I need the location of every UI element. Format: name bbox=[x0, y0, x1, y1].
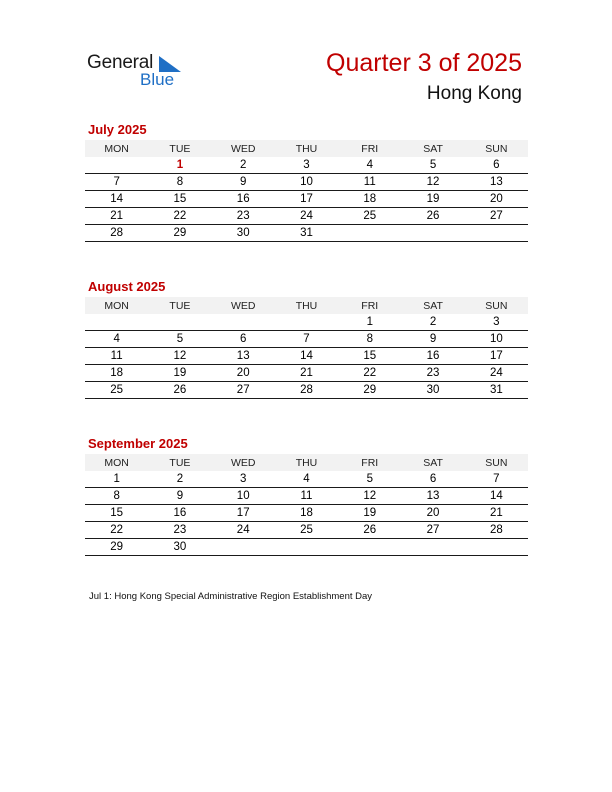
day-cell: 19 bbox=[338, 505, 401, 522]
page-subtitle: Hong Kong bbox=[426, 83, 522, 104]
week-row bbox=[85, 314, 528, 331]
day-cell: 8 bbox=[85, 488, 148, 505]
day-cell: 27 bbox=[401, 522, 464, 539]
day-cell: 22 bbox=[85, 522, 148, 539]
day-cell: 17 bbox=[275, 191, 338, 208]
day-cell: 15 bbox=[148, 191, 211, 208]
day-cell: 10 bbox=[212, 488, 275, 505]
weekday-label: TUE bbox=[148, 297, 211, 314]
day-cell: 18 bbox=[275, 505, 338, 522]
day-cell: 23 bbox=[401, 365, 464, 382]
empty-day-cell bbox=[338, 539, 401, 556]
day-cell: 13 bbox=[401, 488, 464, 505]
day-cell: 26 bbox=[401, 208, 464, 225]
day-cell: 21 bbox=[275, 365, 338, 382]
empty-day-cell bbox=[465, 225, 528, 242]
day-cell: 16 bbox=[148, 505, 211, 522]
day-cell: 31 bbox=[465, 382, 528, 399]
day-cell: 26 bbox=[148, 382, 211, 399]
day-cell: 17 bbox=[212, 505, 275, 522]
week-row bbox=[85, 488, 528, 505]
weekday-header bbox=[85, 140, 528, 157]
day-cell: 12 bbox=[338, 488, 401, 505]
month-block-september bbox=[85, 436, 528, 556]
weekday-label: MON bbox=[85, 140, 148, 157]
weekday-label: MON bbox=[85, 454, 148, 471]
empty-day-cell bbox=[148, 314, 211, 331]
calendar-table bbox=[85, 454, 528, 556]
weekday-label: FRI bbox=[338, 140, 401, 157]
weekday-label: SUN bbox=[465, 454, 528, 471]
day-cell: 3 bbox=[212, 471, 275, 488]
day-cell: 30 bbox=[212, 225, 275, 242]
empty-day-cell bbox=[401, 539, 464, 556]
weekday-label: THU bbox=[275, 297, 338, 314]
day-cell: 25 bbox=[338, 208, 401, 225]
day-cell: 3 bbox=[465, 314, 528, 331]
day-cell: 15 bbox=[338, 348, 401, 365]
day-cell: 17 bbox=[465, 348, 528, 365]
day-cell: 22 bbox=[338, 365, 401, 382]
weekday-label: TUE bbox=[148, 140, 211, 157]
day-cell: 14 bbox=[85, 191, 148, 208]
weekday-label: THU bbox=[275, 140, 338, 157]
day-cell: 9 bbox=[212, 174, 275, 191]
day-cell: 21 bbox=[465, 505, 528, 522]
day-cell: 29 bbox=[85, 539, 148, 556]
empty-day-cell bbox=[212, 314, 275, 331]
day-cell: 22 bbox=[148, 208, 211, 225]
day-cell: 14 bbox=[275, 348, 338, 365]
day-cell: 20 bbox=[465, 191, 528, 208]
day-cell: 25 bbox=[275, 522, 338, 539]
week-row bbox=[85, 522, 528, 539]
generalblue-logo bbox=[87, 52, 197, 92]
empty-day-cell bbox=[338, 225, 401, 242]
day-cell: 18 bbox=[338, 191, 401, 208]
week-row bbox=[85, 225, 528, 242]
day-cell: 21 bbox=[85, 208, 148, 225]
page-title: Quarter 3 of 2025 bbox=[326, 49, 522, 77]
day-cell: 24 bbox=[275, 208, 338, 225]
day-cell: 6 bbox=[212, 331, 275, 348]
week-row bbox=[85, 365, 528, 382]
weekday-label: FRI bbox=[338, 297, 401, 314]
day-cell: 27 bbox=[465, 208, 528, 225]
day-cell: 6 bbox=[465, 157, 528, 174]
day-cell: 11 bbox=[275, 488, 338, 505]
calendar-table bbox=[85, 297, 528, 399]
weekday-label: WED bbox=[212, 297, 275, 314]
day-cell: 10 bbox=[465, 331, 528, 348]
empty-day-cell bbox=[212, 539, 275, 556]
day-cell: 28 bbox=[85, 225, 148, 242]
week-row bbox=[85, 471, 528, 488]
day-cell: 9 bbox=[401, 331, 464, 348]
day-cell: 4 bbox=[275, 471, 338, 488]
day-cell: 29 bbox=[148, 225, 211, 242]
weekday-header bbox=[85, 454, 528, 471]
empty-day-cell bbox=[275, 314, 338, 331]
month-title: July 2025 bbox=[88, 122, 147, 137]
weekday-label: SUN bbox=[465, 297, 528, 314]
day-cell: 29 bbox=[338, 382, 401, 399]
day-cell: 18 bbox=[85, 365, 148, 382]
week-row bbox=[85, 157, 528, 174]
empty-day-cell bbox=[401, 225, 464, 242]
day-cell: 28 bbox=[465, 522, 528, 539]
day-cell: 5 bbox=[148, 331, 211, 348]
empty-day-cell bbox=[85, 157, 148, 174]
logo-text-blue: Blue bbox=[140, 70, 175, 89]
day-cell: 20 bbox=[401, 505, 464, 522]
week-row bbox=[85, 505, 528, 522]
day-cell: 25 bbox=[85, 382, 148, 399]
day-cell: 23 bbox=[148, 522, 211, 539]
weekday-label: THU bbox=[275, 454, 338, 471]
weekday-label: SAT bbox=[401, 454, 464, 471]
day-cell: 4 bbox=[85, 331, 148, 348]
day-cell: 3 bbox=[275, 157, 338, 174]
day-cell: 14 bbox=[465, 488, 528, 505]
day-cell: 8 bbox=[338, 331, 401, 348]
weekday-label: SAT bbox=[401, 140, 464, 157]
calendar-body bbox=[85, 471, 528, 556]
day-cell: 30 bbox=[401, 382, 464, 399]
day-cell: 27 bbox=[212, 382, 275, 399]
day-cell: 10 bbox=[275, 174, 338, 191]
weekday-label: WED bbox=[212, 140, 275, 157]
day-cell: 2 bbox=[401, 314, 464, 331]
weekday-label: MON bbox=[85, 297, 148, 314]
day-cell: 19 bbox=[401, 191, 464, 208]
week-row bbox=[85, 539, 528, 556]
day-cell: 19 bbox=[148, 365, 211, 382]
day-cell: 1 bbox=[85, 471, 148, 488]
day-cell: 20 bbox=[212, 365, 275, 382]
calendar-table bbox=[85, 140, 528, 242]
weekday-label: WED bbox=[212, 454, 275, 471]
day-cell: 24 bbox=[465, 365, 528, 382]
month-title: September 2025 bbox=[88, 436, 188, 451]
day-cell: 7 bbox=[85, 174, 148, 191]
day-cell: 16 bbox=[401, 348, 464, 365]
holiday-day-cell: 1 bbox=[148, 157, 211, 174]
calendar-body bbox=[85, 157, 528, 242]
weekday-label: TUE bbox=[148, 454, 211, 471]
day-cell: 28 bbox=[275, 382, 338, 399]
holiday-footnote: Jul 1: Hong Kong Special Administrative Region Establishment Day bbox=[89, 591, 373, 602]
day-cell: 13 bbox=[465, 174, 528, 191]
weekday-header bbox=[85, 297, 528, 314]
day-cell: 12 bbox=[148, 348, 211, 365]
weekday-label: SUN bbox=[465, 140, 528, 157]
day-cell: 11 bbox=[338, 174, 401, 191]
day-cell: 30 bbox=[148, 539, 211, 556]
week-row bbox=[85, 331, 528, 348]
calendar-body bbox=[85, 314, 528, 399]
day-cell: 2 bbox=[148, 471, 211, 488]
day-cell: 7 bbox=[275, 331, 338, 348]
day-cell: 8 bbox=[148, 174, 211, 191]
day-cell: 15 bbox=[85, 505, 148, 522]
weekday-label: FRI bbox=[338, 454, 401, 471]
day-cell: 4 bbox=[338, 157, 401, 174]
day-cell: 13 bbox=[212, 348, 275, 365]
month-block-july bbox=[85, 122, 528, 242]
day-cell: 26 bbox=[338, 522, 401, 539]
week-row bbox=[85, 208, 528, 225]
day-cell: 6 bbox=[401, 471, 464, 488]
week-row bbox=[85, 382, 528, 399]
week-row bbox=[85, 174, 528, 191]
day-cell: 16 bbox=[212, 191, 275, 208]
day-cell: 12 bbox=[401, 174, 464, 191]
empty-day-cell bbox=[275, 539, 338, 556]
empty-day-cell bbox=[465, 539, 528, 556]
day-cell: 11 bbox=[85, 348, 148, 365]
day-cell: 2 bbox=[212, 157, 275, 174]
day-cell: 24 bbox=[212, 522, 275, 539]
logo-text-general: General bbox=[87, 52, 154, 73]
month-block-august bbox=[85, 279, 528, 399]
week-row bbox=[85, 348, 528, 365]
day-cell: 1 bbox=[338, 314, 401, 331]
day-cell: 23 bbox=[212, 208, 275, 225]
month-title: August 2025 bbox=[88, 279, 166, 294]
day-cell: 5 bbox=[401, 157, 464, 174]
day-cell: 31 bbox=[275, 225, 338, 242]
weekday-label: SAT bbox=[401, 297, 464, 314]
week-row bbox=[85, 191, 528, 208]
empty-day-cell bbox=[85, 314, 148, 331]
day-cell: 5 bbox=[338, 471, 401, 488]
day-cell: 9 bbox=[148, 488, 211, 505]
day-cell: 7 bbox=[465, 471, 528, 488]
